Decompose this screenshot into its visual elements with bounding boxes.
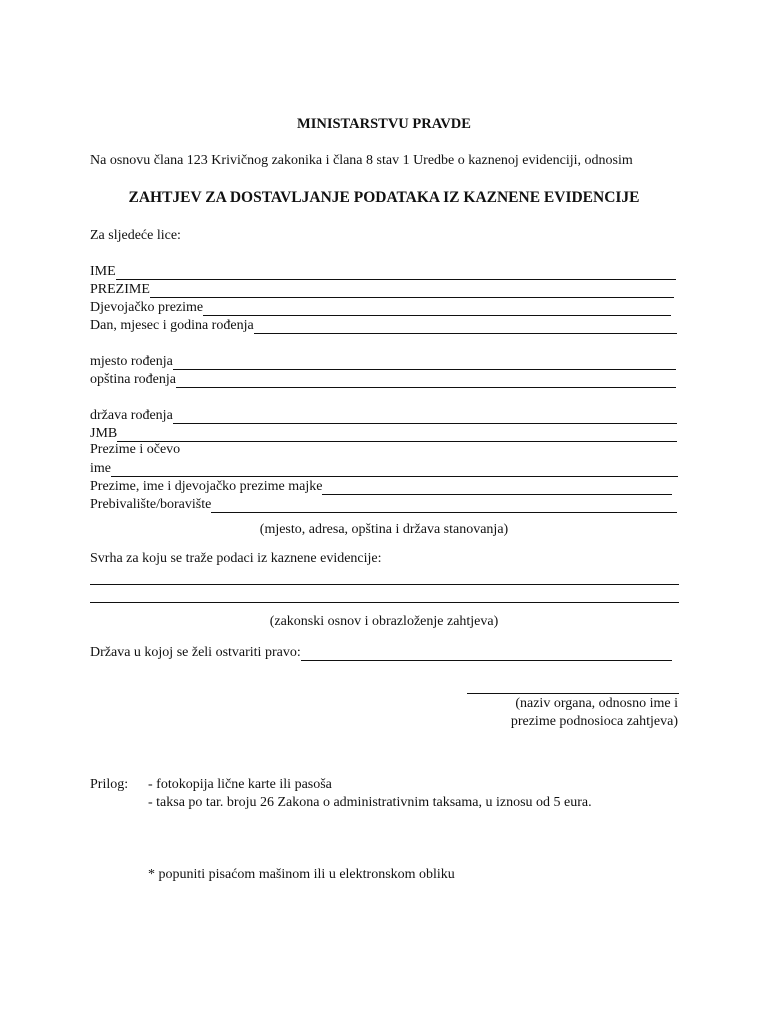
attachment-item-id-copy: - fotokopija lične karte ili pasoša	[148, 777, 332, 792]
signature-line[interactable]	[467, 693, 679, 694]
father-name-label-line1: Prezime i očevo	[90, 442, 181, 457]
birth-country-line[interactable]	[173, 409, 677, 424]
residence-field[interactable]	[90, 495, 677, 513]
purpose-label: Svrha za koju se traže podaci iz kaznene evidencije:	[90, 551, 382, 566]
country-label: Država u kojoj se želi ostvariti pravo:	[90, 645, 301, 660]
birth-place-field[interactable]	[90, 352, 676, 370]
birth-date-line[interactable]	[254, 319, 677, 334]
signature-hint-line1: (naziv organa, odnosno ime i	[515, 696, 678, 711]
attachments-label: Prilog:	[90, 777, 129, 792]
father-name-line[interactable]	[111, 462, 678, 477]
first-name-line[interactable]	[116, 265, 676, 280]
father-name-label-line2: ime	[90, 461, 111, 476]
maiden-name-field[interactable]	[90, 298, 671, 316]
jmb-label: JMB	[90, 426, 118, 441]
birth-date-label: Dan, mjesec i godina rođenja	[90, 318, 254, 333]
last-name-field[interactable]	[90, 280, 674, 298]
mother-name-field[interactable]	[90, 477, 672, 495]
birth-municipality-label: opština rođenja	[90, 372, 176, 387]
for-person-label: Za sljedeće lice:	[90, 228, 181, 243]
maiden-name-line[interactable]	[203, 301, 671, 316]
birth-place-label: mjesto rođenja	[90, 354, 173, 369]
country-field[interactable]	[90, 643, 672, 661]
residence-hint: (mjesto, adresa, opština i država stanovanja)	[259, 522, 509, 537]
birth-country-label: država rođenja	[90, 408, 173, 423]
father-name-field[interactable]	[90, 459, 678, 477]
residence-label: Prebivalište/boravište	[90, 497, 212, 512]
maiden-name-label: Djevojačko prezime	[90, 300, 204, 315]
purpose-line-2[interactable]	[90, 602, 679, 603]
residence-line[interactable]	[211, 498, 677, 513]
legal-basis-text: Na osnovu člana 123 Krivičnog zakonika i člana 8 stav 1 Uredbe o kaznenoj evidenciji, odnosim	[90, 153, 633, 168]
birth-place-line[interactable]	[173, 355, 676, 370]
jmb-field[interactable]	[90, 424, 677, 442]
birth-municipality-field[interactable]	[90, 370, 676, 388]
mother-name-label: Prezime, ime i djevojačko prezime majke	[90, 479, 323, 494]
birth-municipality-line[interactable]	[176, 373, 676, 388]
last-name-label: PREZIME	[90, 282, 150, 297]
jmb-line[interactable]	[117, 427, 677, 442]
attachment-item-fee: - taksa po tar. broju 26 Zakona o administrativnim taksama, u iznosu od 5 eura.	[148, 795, 592, 810]
document-title: MINISTARSTVU PRAVDE	[297, 116, 471, 132]
request-heading: ZAHTJEV ZA DOSTAVLJANJE PODATAKA IZ KAZNENE EVIDENCIJE	[128, 189, 640, 206]
birth-country-field[interactable]	[90, 406, 677, 424]
mother-name-line[interactable]	[322, 480, 672, 495]
purpose-hint: (zakonski osnov i obrazloženje zahtjeva)	[269, 614, 499, 629]
purpose-line-1[interactable]	[90, 584, 679, 585]
signature-hint-line2: prezime podnosioca zahtjeva)	[510, 714, 678, 729]
country-line[interactable]	[301, 646, 672, 661]
birth-date-field[interactable]	[90, 316, 677, 334]
fill-instruction-note: * popuniti pisaćom mašinom ili u elektronskom obliku	[148, 867, 455, 882]
first-name-label: IME	[90, 264, 116, 279]
first-name-field[interactable]	[90, 262, 676, 280]
last-name-line[interactable]	[150, 283, 674, 298]
